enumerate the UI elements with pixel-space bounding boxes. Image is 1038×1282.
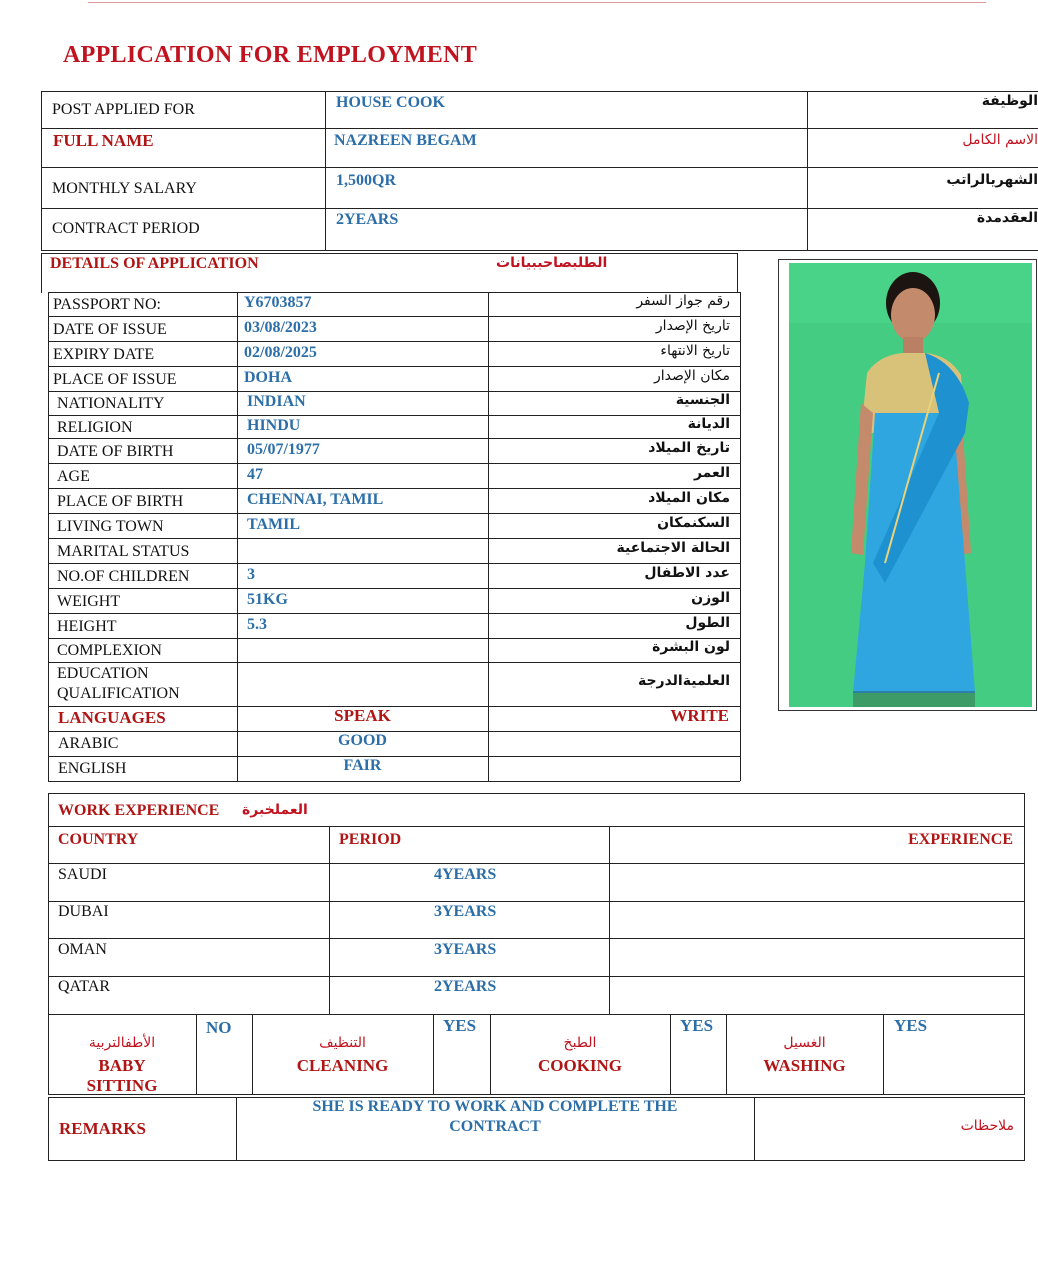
detail-label: WEIGHT	[57, 593, 121, 610]
row-divider	[48, 438, 740, 439]
detail-label-ar: مكان الميلاد	[648, 490, 730, 506]
detail-value: 3	[247, 566, 255, 583]
column-divider	[48, 292, 49, 781]
skill-label: BABY	[98, 1056, 146, 1075]
detail-value: 5.3	[247, 616, 267, 633]
work-heading: WORK EXPERIENCE	[58, 802, 220, 819]
applicant-photo	[789, 263, 1032, 707]
detail-label: NATIONALITY	[57, 395, 165, 412]
skill-value: YES	[443, 1016, 477, 1035]
detail-label-ar: تاريخ الانتهاء	[660, 343, 730, 359]
post-label: POST APPLIED FOR	[52, 101, 195, 118]
detail-value: TAMIL	[247, 516, 301, 533]
row-divider	[48, 638, 740, 639]
name-ar: الاسم الكامل	[962, 132, 1038, 148]
skill-ar: الغسيل	[783, 1035, 826, 1051]
salary-value: 1,500QR	[336, 172, 396, 189]
detail-value: 47	[247, 466, 263, 483]
detail-value: 03/08/2023	[244, 319, 317, 336]
column-divider	[740, 292, 741, 781]
detail-label: AGE	[57, 468, 90, 485]
post-ar: الوظيفة	[981, 93, 1038, 109]
detail-label-ar: رقم جواز السفر	[636, 293, 730, 309]
period-cell: 3YEARS	[434, 941, 497, 958]
skill-label: WASHING	[763, 1056, 846, 1075]
detail-label-ar: السكنمكان	[657, 515, 730, 531]
detail-value: INDIAN	[247, 393, 306, 410]
skill-label: COOKING	[537, 1056, 623, 1075]
remarks-line-1: SHE IS READY TO WORK AND COMPLETE THE	[312, 1098, 678, 1115]
applicant-photo-frame	[778, 259, 1037, 711]
row-divider	[48, 781, 740, 782]
country-cell: SAUDI	[58, 866, 107, 883]
detail-label: HEIGHT	[57, 618, 117, 635]
skill-value: YES	[894, 1016, 928, 1035]
detail-label: PASSPORT NO:	[53, 296, 161, 313]
detail-label-ar: الحالة الاجتماعية	[616, 540, 730, 556]
page-title: APPLICATION FOR EMPLOYMENT	[63, 42, 478, 68]
period-cell: 4YEARS	[434, 866, 497, 883]
country-cell: DUBAI	[58, 903, 109, 920]
details-heading: DETAILS OF APPLICATION	[50, 255, 259, 272]
remarks-ar: ملاحظات	[960, 1118, 1014, 1134]
row-divider	[48, 513, 740, 514]
detail-label: COMPLEXION	[57, 642, 162, 659]
detail-label: EXPIRY DATE	[53, 346, 155, 363]
detail-value: 51KG	[247, 591, 288, 608]
details-heading-ar: الطلبصاحببيانات	[496, 255, 608, 271]
detail-label: PLACE OF ISSUE	[53, 371, 177, 388]
salary-ar: الشهريالراتب	[946, 172, 1038, 188]
detail-label: NO.OF CHILDREN	[57, 568, 190, 585]
remarks-label: REMARKS	[59, 1119, 146, 1138]
remarks-line-2: CONTRACT	[449, 1118, 541, 1135]
row-divider	[48, 415, 740, 416]
detail-label-ar: العمر	[693, 465, 730, 481]
row-divider	[48, 366, 740, 367]
detail-label-ar: الديانة	[687, 416, 730, 432]
row-divider	[48, 463, 740, 464]
col-period: PERIOD	[339, 831, 402, 848]
detail-label-ar: الوزن	[691, 590, 730, 606]
col-experience: EXPERIENCE	[908, 831, 1013, 848]
row-divider	[48, 563, 740, 564]
detail-label: EDUCATION QUALIFICATION	[57, 665, 180, 702]
detail-label: MARITAL STATUS	[57, 543, 190, 560]
speak-header: SPEAK	[334, 706, 391, 725]
contract-ar: العقدمدة	[976, 210, 1038, 226]
row-divider	[48, 391, 740, 392]
detail-label-ar: تاريخ الإصدار	[655, 318, 730, 334]
language-speak: FAIR	[343, 757, 382, 774]
detail-value: Y6703857	[244, 294, 312, 311]
name-value: NAZREEN BEGAM	[334, 132, 477, 149]
detail-label: PLACE OF BIRTH	[57, 493, 184, 510]
country-cell: QATAR	[58, 978, 111, 995]
row-divider	[48, 488, 740, 489]
work-heading-ar: العملخبرة	[242, 802, 308, 818]
detail-label-ar: العلميةالدرجة	[637, 673, 730, 689]
skill-label: CLEANING	[296, 1056, 389, 1075]
write-header: WRITE	[670, 706, 729, 725]
detail-label: RELIGION	[57, 419, 133, 436]
row-divider	[48, 341, 740, 342]
detail-label-ar: مكان الإصدار	[654, 368, 730, 384]
detail-value: 05/07/1977	[247, 441, 320, 458]
detail-value: HINDU	[247, 417, 301, 434]
row-divider	[48, 588, 740, 589]
detail-value: DOHA	[244, 369, 292, 386]
name-label: FULL NAME	[53, 131, 154, 150]
salary-label: MONTHLY SALARY	[52, 180, 197, 197]
detail-label-ar: عدد الاطفال	[644, 565, 730, 581]
period-cell: 2YEARS	[434, 978, 497, 995]
contract-value: 2YEARS	[336, 211, 399, 228]
column-divider	[488, 292, 489, 781]
row-divider	[48, 316, 740, 317]
skill-label-2: SITTING	[86, 1076, 158, 1095]
language-name: ENGLISH	[58, 760, 127, 777]
skill-value: YES	[680, 1016, 714, 1035]
detail-label: DATE OF BIRTH	[57, 443, 174, 460]
detail-label-ar: لون البشرة	[652, 639, 730, 655]
skill-value: NO	[206, 1018, 232, 1037]
period-cell: 3YEARS	[434, 903, 497, 920]
detail-label: DATE OF ISSUE	[53, 321, 167, 338]
post-value: HOUSE COOK	[336, 94, 445, 111]
detail-label-ar: الطول	[685, 615, 730, 631]
top-rule	[88, 2, 986, 3]
contract-label: CONTRACT PERIOD	[52, 220, 200, 237]
skill-ar: الأطفالتربية	[88, 1035, 156, 1051]
skill-ar: الطبخ	[563, 1035, 597, 1051]
col-country: COUNTRY	[58, 831, 139, 848]
detail-label-ar: تاريخ الميلاد	[648, 440, 730, 456]
skill-ar: التنظيف	[319, 1035, 366, 1051]
language-name: ARABIC	[58, 735, 119, 752]
country-cell: OMAN	[58, 941, 107, 958]
row-divider	[48, 538, 740, 539]
row-divider	[48, 662, 740, 663]
language-speak: GOOD	[338, 732, 387, 749]
languages-label: LANGUAGES	[58, 708, 166, 727]
detail-value: 02/08/2025	[244, 344, 317, 361]
detail-label: LIVING TOWN	[57, 518, 164, 535]
detail-value: CHENNAI, TAMIL	[247, 491, 384, 508]
row-divider	[48, 613, 740, 614]
detail-label-ar: الجنسية	[675, 392, 730, 408]
